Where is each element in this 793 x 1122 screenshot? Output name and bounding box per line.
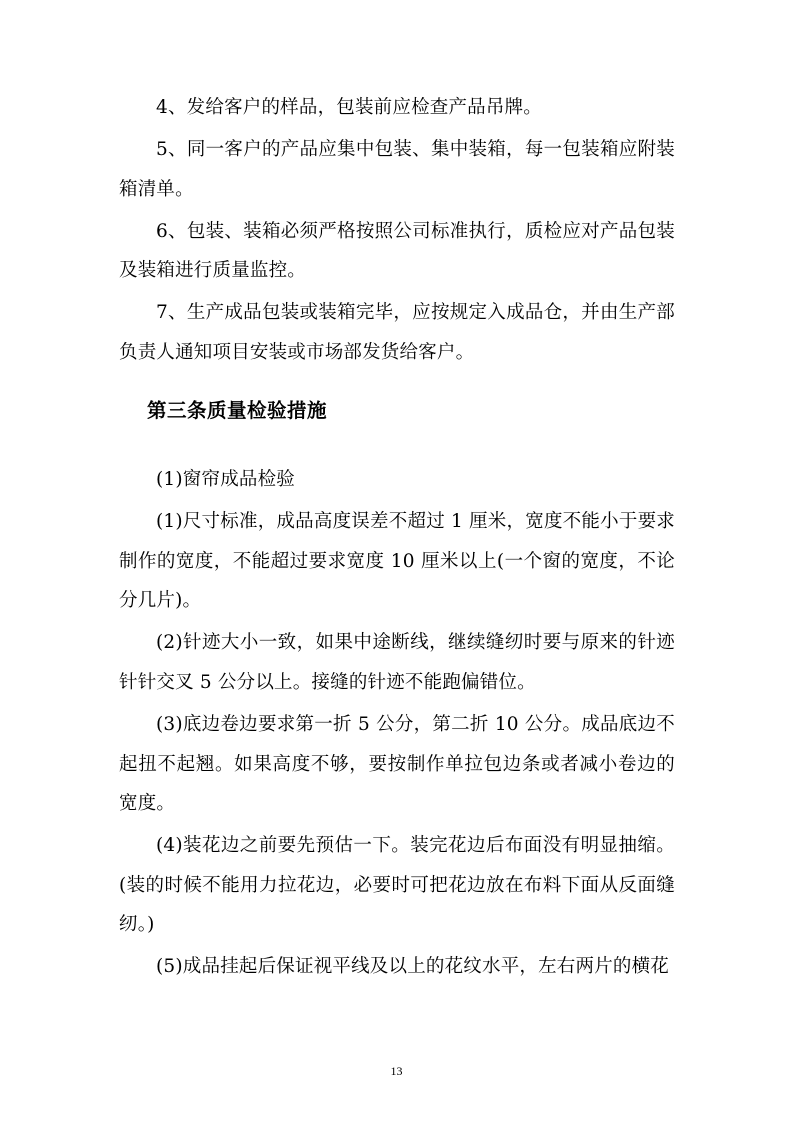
paragraph-item-7: 7、生产成品包装或装箱完毕，应按规定入成品仓，并由生产部负责人通知项目安装或市场部发货给客户。 [119, 302, 675, 363]
paragraph-size-standard: (1)尺寸标准，成品高度误差不超过 1 厘米，宽度不能小于要求制作的宽度，不能超过要求宽度 10 厘米以上(一个窗的宽度，不论分几片)。 [119, 511, 675, 612]
section-heading: 第三条质量检验措施 [147, 399, 328, 423]
paragraph-pattern-alignment: (5)成品挂起后保证视平线及以上的花纹水平，左右两片的横花 [156, 956, 670, 978]
page-content [119, 88, 675, 989]
page-number: 13 [390, 1064, 403, 1078]
paragraph-item-6: 6、包装、装箱必须严格按照公司标准执行，质检应对产品包装及装箱进行质量监控。 [119, 220, 675, 282]
paragraph-hem-requirements: (3)底边卷边要求第一折 5 公分，第二折 10 公分。成品底边不起扭不起翘。如果高度不够，要按制作单拉包边条或者减小卷边的宽度。 [119, 714, 675, 815]
paragraph-lace-attachment: (4)装花边之前要先预估一下。装完花边后布面没有明显抽缩。(装的时候不能用力拉花边，必要时可把花边放在布料下面从反面缝纫。) [119, 835, 675, 936]
paragraph-stitch-consistency: (2)针迹大小一致，如果中途断线，继续缝纫时要与原来的针迹针针交叉 5 公分以上。接缝的针迹不能跑偏错位。 [119, 632, 675, 693]
paragraph-item-4: 4、发给客户的样品，包装前应检查产品吊牌。 [156, 97, 542, 118]
paragraph-item-5: 5、同一客户的产品应集中包装、集中装箱，每一包装箱应附装箱清单。 [119, 139, 675, 200]
subsection-title-curtain-inspection: (1)窗帘成品检验 [156, 469, 296, 491]
